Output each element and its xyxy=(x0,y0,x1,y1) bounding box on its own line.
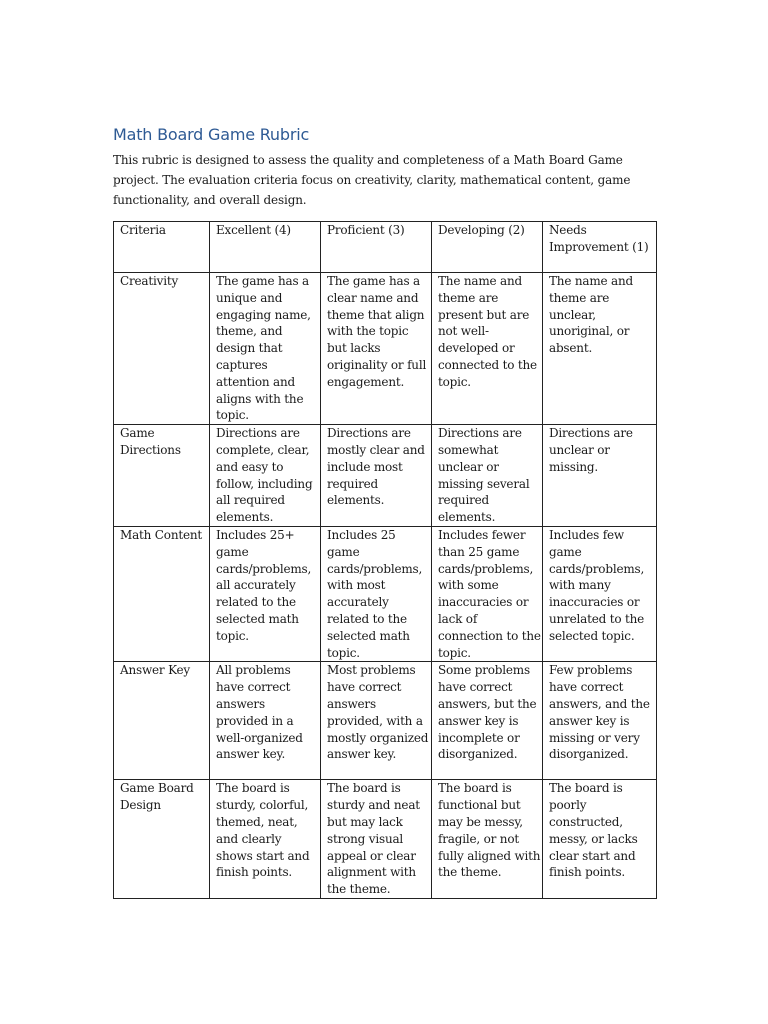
developing-cell: Some problems have correct answers, but the answer key is incomplete or disorganized. xyxy=(432,662,543,780)
table-row xyxy=(114,780,657,899)
table-row xyxy=(114,425,657,527)
needs-improvement-cell: Few problems have correct answers, and the answer key is missing or very disorganized. xyxy=(543,662,657,780)
table-row xyxy=(114,662,657,780)
proficient-cell: The board is sturdy and neat but may lack strong visual appeal or clear alignment with the theme. xyxy=(321,780,432,899)
needs-improvement-cell: Directions are unclear or missing. xyxy=(543,425,657,527)
intro-paragraph: This rubric is designed to assess the quality and completeness of a Math Board Game project. The evaluation criteria focus on creativity, clarity, mathematical content, game functionality, and overall design. xyxy=(113,153,631,207)
criteria-cell: Game Directions xyxy=(114,425,210,527)
document-title: Math Board Game Rubric xyxy=(113,125,310,144)
developing-cell: The board is functional but may be messy, fragile, or not fully aligned with the theme. xyxy=(432,780,543,899)
header-cell-needs-improvement: Needs Improvement (1) xyxy=(543,222,657,273)
needs-improvement-cell: Includes few game cards/problems, with many inaccuracies or unrelated to the selected topic. xyxy=(543,526,657,661)
excellent-cell: Directions are complete, clear, and easy to follow, including all required elements. xyxy=(210,425,321,527)
proficient-cell: Directions are mostly clear and include most required elements. xyxy=(321,425,432,527)
excellent-cell: Includes 25+ game cards/problems, all accurately related to the selected math topic. xyxy=(210,526,321,661)
criteria-cell: Math Content xyxy=(114,526,210,661)
needs-improvement-cell: The name and theme are unclear, unoriginal, or absent. xyxy=(543,273,657,425)
rubric-table xyxy=(113,221,657,899)
criteria-cell: Creativity xyxy=(114,273,210,425)
header-cell-developing: Developing (2) xyxy=(432,222,543,273)
excellent-cell: All problems have correct answers provided in a well-organized answer key. xyxy=(210,662,321,780)
header-cell-proficient: Proficient (3) xyxy=(321,222,432,273)
header-cell-excellent: Excellent (4) xyxy=(210,222,321,273)
proficient-cell: Most problems have correct answers provided, with a mostly organized answer key. xyxy=(321,662,432,780)
proficient-cell: Includes 25 game cards/problems, with most accurately related to the selected math topic. xyxy=(321,526,432,661)
header-cell-criteria: Criteria xyxy=(114,222,210,273)
excellent-cell: The board is sturdy, colorful, themed, neat, and clearly shows start and finish points. xyxy=(210,780,321,899)
needs-improvement-cell: The board is poorly constructed, messy, or lacks clear start and finish points. xyxy=(543,780,657,899)
criteria-cell: Answer Key xyxy=(114,662,210,780)
criteria-cell: Game Board Design xyxy=(114,780,210,899)
proficient-cell: The game has a clear name and theme that align with the topic but lacks originality or full engagement. xyxy=(321,273,432,425)
developing-cell: The name and theme are present but are not well-developed or connected to the topic. xyxy=(432,273,543,425)
table-header-row xyxy=(114,222,657,273)
developing-cell: Directions are somewhat unclear or missing several required elements. xyxy=(432,425,543,527)
developing-cell: Includes fewer than 25 game cards/problems, with some inaccuracies or lack of connection to the topic. xyxy=(432,526,543,661)
excellent-cell: The game has a unique and engaging name, theme, and design that captures attention and aligns with the topic. xyxy=(210,273,321,425)
table-row xyxy=(114,273,657,425)
table-row xyxy=(114,526,657,661)
